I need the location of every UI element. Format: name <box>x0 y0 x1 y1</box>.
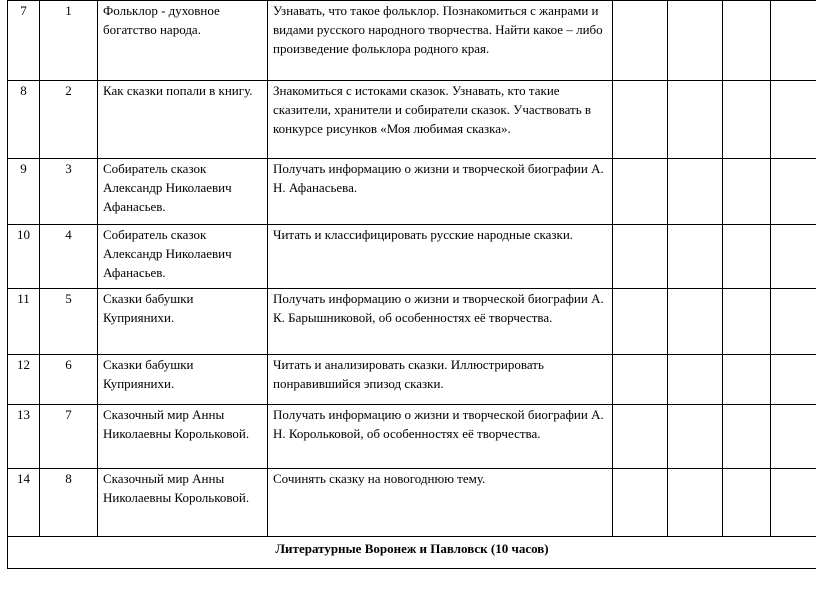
row-number: 9 <box>8 159 40 225</box>
empty-cell <box>723 81 771 159</box>
row-number: 8 <box>8 81 40 159</box>
empty-cell <box>771 405 816 469</box>
empty-cell <box>668 225 723 289</box>
empty-cell <box>771 355 816 405</box>
lesson-number: 5 <box>40 289 98 355</box>
row-number: 13 <box>8 405 40 469</box>
empty-cell <box>668 81 723 159</box>
empty-cell <box>771 159 816 225</box>
table-row <box>8 159 816 225</box>
lesson-topic: Сказки бабушки Куприянихи. <box>98 289 268 355</box>
table-row <box>8 1 816 81</box>
lesson-number: 4 <box>40 225 98 289</box>
row-number: 12 <box>8 355 40 405</box>
lesson-number: 2 <box>40 81 98 159</box>
table-row <box>8 289 816 355</box>
lesson-topic: Сказочный мир Анны Николаевны Корольковой. <box>98 469 268 537</box>
lesson-topic: Фольклор - духовное богатство народа. <box>98 1 268 81</box>
empty-cell <box>771 289 816 355</box>
lesson-topic: Как сказки попали в книгу. <box>98 81 268 159</box>
empty-cell <box>771 81 816 159</box>
lesson-activity: Сочинять сказку на новогоднюю тему. <box>268 469 613 537</box>
lesson-number: 7 <box>40 405 98 469</box>
empty-cell <box>613 1 668 81</box>
lesson-number: 6 <box>40 355 98 405</box>
empty-cell <box>723 355 771 405</box>
empty-cell <box>723 159 771 225</box>
empty-cell <box>723 289 771 355</box>
empty-cell <box>613 289 668 355</box>
lesson-activity: Знакомиться с истоками сказок. Узнавать, кто такие сказители, хранители и собиратели сказок. Участвовать в конкурсе рисунков «Моя любимая сказка». <box>268 81 613 159</box>
lesson-topic: Собиратель сказок Александр Николаевич Афанасьев. <box>98 159 268 225</box>
lesson-number: 8 <box>40 469 98 537</box>
empty-cell <box>668 1 723 81</box>
empty-cell <box>771 1 816 81</box>
lesson-topic: Собиратель сказок Александр Николаевич Афанасьев. <box>98 225 268 289</box>
lesson-topic: Сказочный мир Анны Николаевны Корольковой. <box>98 405 268 469</box>
empty-cell <box>613 405 668 469</box>
lesson-activity: Получать информацию о жизни и творческой биографии А. Н. Корольковой, об особенностях её творчества. <box>268 405 613 469</box>
empty-cell <box>668 469 723 537</box>
lesson-activity: Получать информацию о жизни и творческой биографии А. Н. Афанасьева. <box>268 159 613 225</box>
empty-cell <box>723 225 771 289</box>
lesson-activity: Получать информацию о жизни и творческой биографии А. К. Барышниковой, об особенностях её творчества. <box>268 289 613 355</box>
lesson-number: 1 <box>40 1 98 81</box>
lesson-plan-table <box>7 0 816 569</box>
empty-cell <box>613 355 668 405</box>
empty-cell <box>668 355 723 405</box>
empty-cell <box>668 159 723 225</box>
row-number: 7 <box>8 1 40 81</box>
empty-cell <box>771 469 816 537</box>
row-number: 10 <box>8 225 40 289</box>
table-row <box>8 225 816 289</box>
empty-cell <box>613 469 668 537</box>
table-row <box>8 355 816 405</box>
lesson-topic: Сказки бабушки Куприянихи. <box>98 355 268 405</box>
empty-cell <box>613 81 668 159</box>
table-row <box>8 405 816 469</box>
empty-cell <box>613 225 668 289</box>
table-row <box>8 469 816 537</box>
row-number: 14 <box>8 469 40 537</box>
lesson-activity: Читать и классифицировать русские народные сказки. <box>268 225 613 289</box>
empty-cell <box>771 225 816 289</box>
empty-cell <box>723 405 771 469</box>
empty-cell <box>723 469 771 537</box>
table-row <box>8 81 816 159</box>
empty-cell <box>723 1 771 81</box>
section-row <box>8 537 816 569</box>
empty-cell <box>668 289 723 355</box>
empty-cell <box>613 159 668 225</box>
section-heading: Литературные Воронеж и Павловск (10 часов) <box>8 537 816 569</box>
lesson-activity: Узнавать, что такое фольклор. Познакомиться с жанрами и видами русского народного творчества. Найти какое – либо произведение фольклора родного края. <box>268 1 613 81</box>
row-number: 11 <box>8 289 40 355</box>
empty-cell <box>668 405 723 469</box>
lesson-number: 3 <box>40 159 98 225</box>
lesson-activity: Читать и анализировать сказки. Иллюстрировать понравившийся эпизод сказки. <box>268 355 613 405</box>
